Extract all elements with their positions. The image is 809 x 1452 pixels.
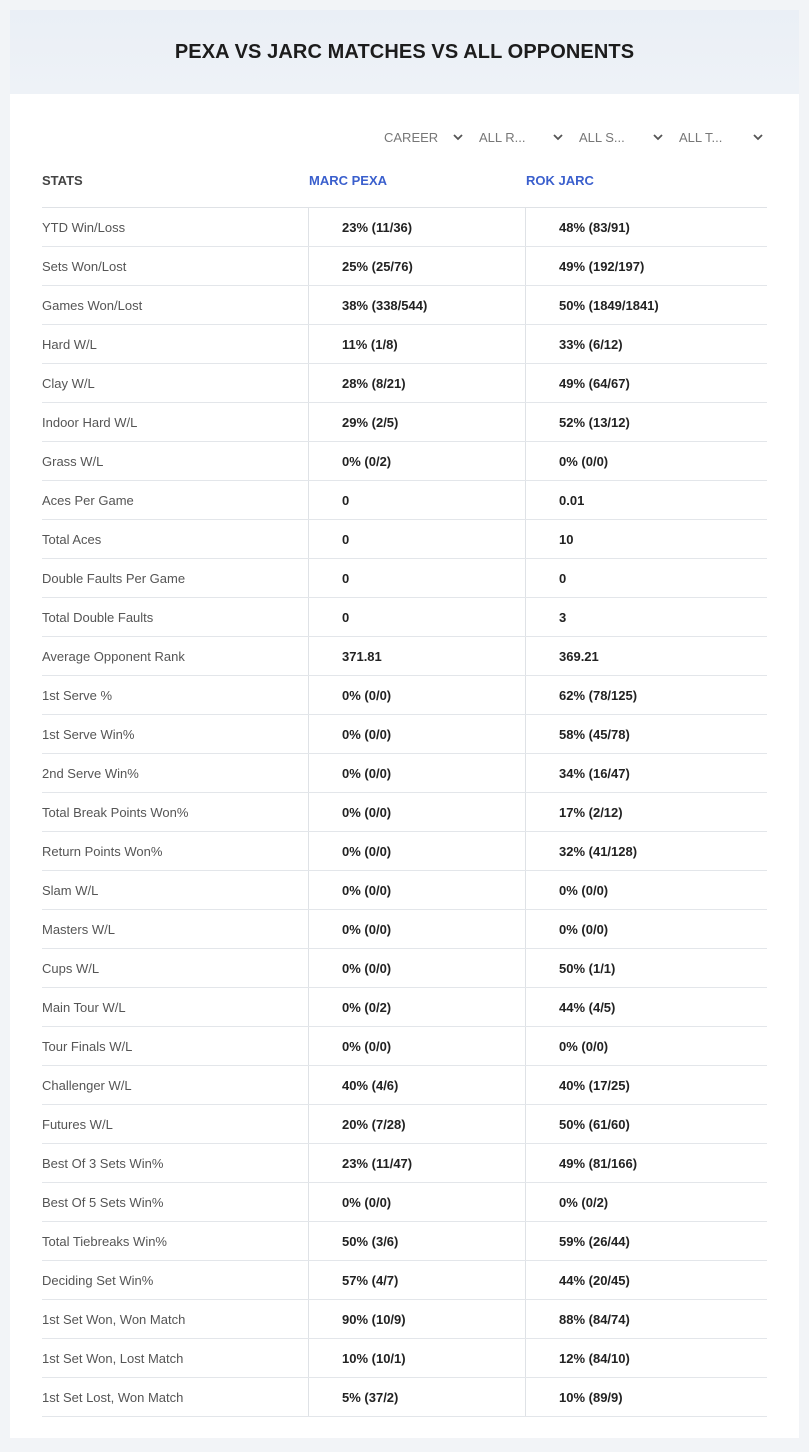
stat-name: Slam W/L: [42, 882, 99, 898]
player1-value: 0% (0/0): [308, 871, 525, 909]
player1-value: 38% (338/544): [308, 286, 525, 324]
player2-value: 34% (16/47): [525, 754, 767, 792]
table-row: [42, 598, 767, 637]
table-row: [42, 520, 767, 559]
stat-name: Sets Won/Lost: [42, 258, 127, 274]
card-header: [10, 10, 799, 94]
table-row: [42, 364, 767, 403]
filter-surface-label: ALL S...: [579, 129, 625, 145]
filter-tournament-select[interactable]: [679, 126, 764, 148]
stat-name: Cups W/L: [42, 960, 100, 976]
table-row: [42, 1261, 767, 1300]
player2-value: 0% (0/0): [525, 1027, 767, 1065]
player2-value: 0.01: [525, 481, 767, 519]
player2-value: 0: [525, 559, 767, 597]
stat-name: Tour Finals W/L: [42, 1038, 133, 1054]
table-row: [42, 247, 767, 286]
column-header-stats: STATS: [42, 173, 83, 188]
table-row: [42, 1066, 767, 1105]
player1-value: 0% (0/0): [308, 832, 525, 870]
player1-value: 0% (0/0): [308, 949, 525, 987]
chevron-down-icon: [552, 131, 564, 143]
player2-value: 17% (2/12): [525, 793, 767, 831]
player1-value: 23% (11/36): [308, 208, 525, 246]
filter-bar: [10, 126, 799, 148]
player1-value: 0% (0/2): [308, 442, 525, 480]
table-row: [42, 1300, 767, 1339]
table-row: [42, 403, 767, 442]
stats-card: [10, 10, 799, 1438]
page-title: PEXA VS JARC MATCHES VS ALL OPPONENTS: [174, 40, 635, 63]
player1-value: 0: [308, 559, 525, 597]
table-row: [42, 949, 767, 988]
player1-value: 57% (4/7): [308, 1261, 525, 1299]
player2-value: 49% (64/67): [525, 364, 767, 402]
table-row: [42, 715, 767, 754]
table-row: [42, 988, 767, 1027]
table-row: [42, 325, 767, 364]
stat-name: YTD Win/Loss: [42, 219, 126, 235]
filter-round-select[interactable]: [479, 126, 564, 148]
stat-name: 1st Serve Win%: [42, 726, 135, 742]
stat-name: Average Opponent Rank: [42, 648, 185, 664]
chevron-down-icon: [652, 131, 664, 143]
table-row: [42, 676, 767, 715]
table-row: [42, 481, 767, 520]
stat-name: Best Of 3 Sets Win%: [42, 1155, 164, 1171]
player1-value: 40% (4/6): [308, 1066, 525, 1104]
stat-name: Return Points Won%: [42, 843, 163, 859]
stat-name: Total Tiebreaks Win%: [42, 1233, 167, 1249]
stat-name: Double Faults Per Game: [42, 570, 186, 586]
table-row: [42, 1339, 767, 1378]
table-row: [42, 559, 767, 598]
table-row: [42, 637, 767, 676]
filter-surface-select[interactable]: [579, 126, 664, 148]
stat-name: Aces Per Game: [42, 492, 134, 508]
table-row: [42, 1378, 767, 1417]
table-row: [42, 1027, 767, 1066]
table-row: [42, 208, 767, 247]
player1-value: 23% (11/47): [308, 1144, 525, 1182]
player2-link[interactable]: ROK JARC: [526, 173, 594, 188]
player2-value: 50% (1849/1841): [525, 286, 767, 324]
player1-value: 0: [308, 481, 525, 519]
table-row: [42, 1105, 767, 1144]
stat-name: Main Tour W/L: [42, 999, 126, 1015]
player1-value: 0% (0/0): [308, 754, 525, 792]
stat-name: Futures W/L: [42, 1116, 113, 1132]
player2-value: 44% (4/5): [525, 988, 767, 1026]
table-row: [42, 754, 767, 793]
stat-name: Clay W/L: [42, 375, 95, 391]
table-body: [42, 208, 767, 1417]
stat-name: Masters W/L: [42, 921, 115, 937]
stat-name: 1st Set Lost, Won Match: [42, 1389, 184, 1405]
stat-name: Games Won/Lost: [42, 297, 143, 313]
stat-name: Total Aces: [42, 531, 102, 547]
player2-value: 58% (45/78): [525, 715, 767, 753]
stat-name: Indoor Hard W/L: [42, 414, 138, 430]
stat-name: Best Of 5 Sets Win%: [42, 1194, 164, 1210]
player1-value: 0% (0/2): [308, 988, 525, 1026]
table-row: [42, 871, 767, 910]
player1-value: 0: [308, 520, 525, 558]
player1-value: 29% (2/5): [308, 403, 525, 441]
filter-tournament-label: ALL T...: [679, 129, 723, 145]
stat-name: Hard W/L: [42, 336, 97, 352]
table-row: [42, 1222, 767, 1261]
stat-name: 2nd Serve Win%: [42, 765, 139, 781]
filter-round-label: ALL R...: [479, 129, 526, 145]
player2-value: 0% (0/2): [525, 1183, 767, 1221]
player2-value: 0% (0/0): [525, 910, 767, 948]
stat-name: Total Break Points Won%: [42, 804, 189, 820]
player1-value: 0: [308, 598, 525, 636]
player2-value: 0% (0/0): [525, 871, 767, 909]
player1-value: 20% (7/28): [308, 1105, 525, 1143]
player1-value: 10% (10/1): [308, 1339, 525, 1377]
stat-name: 1st Set Won, Won Match: [42, 1311, 186, 1327]
player2-value: 369.21: [525, 637, 767, 675]
chevron-down-icon: [752, 131, 764, 143]
stat-name: 1st Serve %: [42, 687, 113, 703]
stat-name: Grass W/L: [42, 453, 104, 469]
player1-value: 0% (0/0): [308, 793, 525, 831]
player1-value: 0% (0/0): [308, 1027, 525, 1065]
stat-name: Deciding Set Win%: [42, 1272, 154, 1288]
filter-period-label: CAREER: [384, 129, 439, 145]
player1-value: 11% (1/8): [308, 325, 525, 363]
player2-value: 40% (17/25): [525, 1066, 767, 1104]
player2-value: 0% (0/0): [525, 442, 767, 480]
table-row: [42, 1144, 767, 1183]
stat-name: Challenger W/L: [42, 1077, 132, 1093]
player1-value: 0% (0/0): [308, 1183, 525, 1221]
table-header: [42, 160, 767, 208]
player1-value: 371.81: [308, 637, 525, 675]
filter-period-select[interactable]: [384, 126, 464, 148]
stats-table: [42, 160, 767, 1417]
stat-name: 1st Set Won, Lost Match: [42, 1350, 184, 1366]
table-row: [42, 1183, 767, 1222]
player1-link[interactable]: MARC PEXA: [309, 173, 388, 188]
player1-value: 50% (3/6): [308, 1222, 525, 1260]
player2-value: 44% (20/45): [525, 1261, 767, 1299]
player2-value: 49% (192/197): [525, 247, 767, 285]
stat-name: Total Double Faults: [42, 609, 154, 625]
table-row: [42, 442, 767, 481]
player2-value: 33% (6/12): [525, 325, 767, 363]
player2-value: 49% (81/166): [525, 1144, 767, 1182]
player2-value: 48% (83/91): [525, 208, 767, 246]
player1-value: 28% (8/21): [308, 364, 525, 402]
chevron-down-icon: [452, 131, 464, 143]
player1-value: 90% (10/9): [308, 1300, 525, 1338]
player2-value: 59% (26/44): [525, 1222, 767, 1260]
player1-value: 5% (37/2): [308, 1378, 525, 1416]
player2-value: 10% (89/9): [525, 1378, 767, 1416]
player2-value: 50% (1/1): [525, 949, 767, 987]
player2-value: 62% (78/125): [525, 676, 767, 714]
table-row: [42, 910, 767, 949]
player2-value: 50% (61/60): [525, 1105, 767, 1143]
table-row: [42, 793, 767, 832]
player1-value: 0% (0/0): [308, 715, 525, 753]
player2-value: 10: [525, 520, 767, 558]
table-row: [42, 286, 767, 325]
player2-value: 32% (41/128): [525, 832, 767, 870]
player2-value: 12% (84/10): [525, 1339, 767, 1377]
player1-value: 25% (25/76): [308, 247, 525, 285]
player1-value: 0% (0/0): [308, 676, 525, 714]
player2-value: 88% (84/74): [525, 1300, 767, 1338]
player1-value: 0% (0/0): [308, 910, 525, 948]
player2-value: 3: [525, 598, 767, 636]
player2-value: 52% (13/12): [525, 403, 767, 441]
table-row: [42, 832, 767, 871]
